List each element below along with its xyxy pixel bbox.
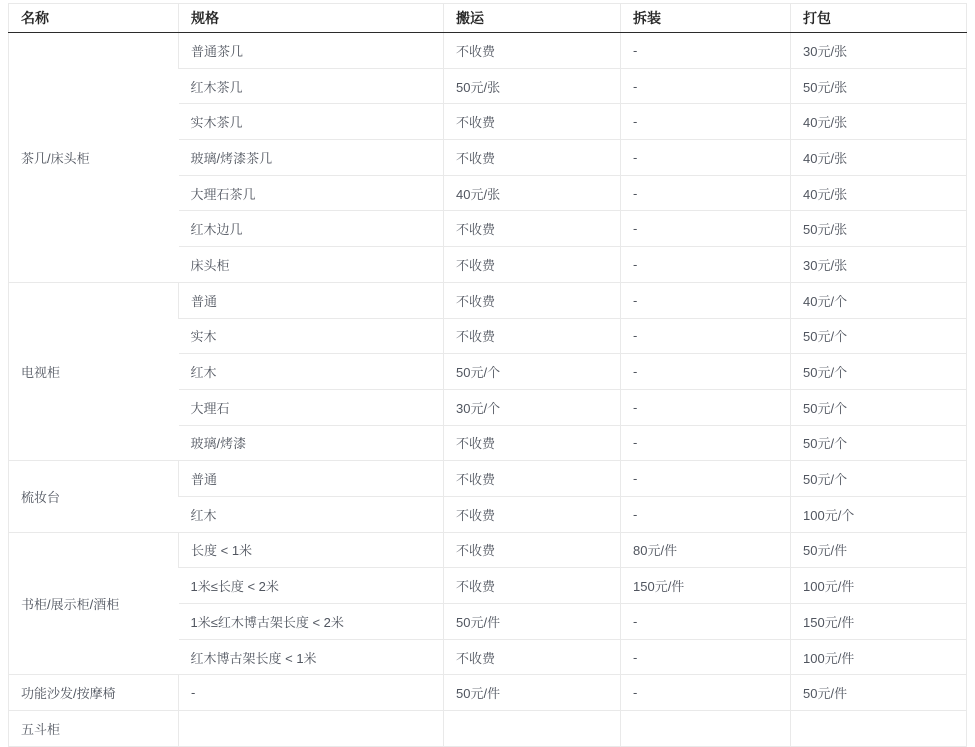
disassembly-fee-cell: -	[621, 68, 791, 104]
carry-fee-cell	[444, 711, 621, 747]
spec-cell: 红木	[179, 354, 444, 390]
disassembly-fee-cell: 80元/件	[621, 532, 791, 568]
packing-fee-cell: 30元/张	[791, 247, 967, 283]
disassembly-fee-cell: -	[621, 675, 791, 711]
spec-cell: 普通茶几	[179, 33, 444, 69]
spec-cell: 红木边几	[179, 211, 444, 247]
carry-fee-cell: 50元/件	[444, 675, 621, 711]
disassembly-fee-cell: 150元/件	[621, 568, 791, 604]
spec-cell: 大理石	[179, 389, 444, 425]
header-packing-fee: 打包	[791, 4, 967, 33]
carry-fee-cell: 50元/个	[444, 354, 621, 390]
disassembly-fee-cell: -	[621, 318, 791, 354]
disassembly-fee-cell: -	[621, 354, 791, 390]
category-cell: 书柜/展示柜/酒柜	[9, 532, 179, 675]
disassembly-fee-cell: -	[621, 33, 791, 69]
spec-cell: 1米≤长度 < 2米	[179, 568, 444, 604]
disassembly-fee-cell	[621, 711, 791, 747]
disassembly-fee-cell: -	[621, 461, 791, 497]
carry-fee-cell: 不收费	[444, 211, 621, 247]
spec-cell: -	[179, 675, 444, 711]
packing-fee-cell: 100元/件	[791, 639, 967, 675]
disassembly-fee-cell: -	[621, 604, 791, 640]
packing-fee-cell	[791, 711, 967, 747]
spec-cell: 红木博古架长度 < 1米	[179, 639, 444, 675]
spec-cell: 玻璃/烤漆	[179, 425, 444, 461]
packing-fee-cell: 50元/件	[791, 532, 967, 568]
carry-fee-cell: 不收费	[444, 318, 621, 354]
table-row	[9, 675, 967, 711]
carry-fee-cell: 不收费	[444, 104, 621, 140]
spec-cell: 实木茶几	[179, 104, 444, 140]
packing-fee-cell: 100元/个	[791, 496, 967, 532]
packing-fee-cell: 50元/个	[791, 425, 967, 461]
carry-fee-cell: 不收费	[444, 140, 621, 176]
spec-cell: 长度 < 1米	[179, 532, 444, 568]
price-table-header	[9, 4, 967, 33]
spec-cell: 普通	[179, 282, 444, 318]
header-row	[9, 4, 967, 33]
carry-fee-cell: 不收费	[444, 532, 621, 568]
carry-fee-cell: 不收费	[444, 33, 621, 69]
category-cell: 梳妆台	[9, 461, 179, 532]
disassembly-fee-cell: -	[621, 282, 791, 318]
packing-fee-cell: 50元/个	[791, 389, 967, 425]
spec-cell: 红木茶几	[179, 68, 444, 104]
carry-fee-cell: 不收费	[444, 247, 621, 283]
disassembly-fee-cell: -	[621, 175, 791, 211]
disassembly-fee-cell: -	[621, 496, 791, 532]
table-row	[9, 461, 967, 497]
disassembly-fee-cell: -	[621, 247, 791, 283]
page-viewport	[0, 3, 975, 737]
category-cell: 茶几/床头柜	[9, 33, 179, 283]
header-name: 名称	[9, 4, 179, 33]
table-row	[9, 711, 967, 747]
spec-cell: 红木	[179, 496, 444, 532]
spec-cell: 大理石茶几	[179, 175, 444, 211]
spec-cell: 普通	[179, 461, 444, 497]
carry-fee-cell: 50元/张	[444, 68, 621, 104]
furniture-price-table	[8, 3, 967, 747]
packing-fee-cell: 50元/个	[791, 318, 967, 354]
disassembly-fee-cell: -	[621, 425, 791, 461]
disassembly-fee-cell: -	[621, 211, 791, 247]
spec-cell: 玻璃/烤漆茶几	[179, 140, 444, 176]
carry-fee-cell: 不收费	[444, 639, 621, 675]
spec-cell: 床头柜	[179, 247, 444, 283]
packing-fee-cell: 150元/件	[791, 604, 967, 640]
packing-fee-cell: 40元/个	[791, 282, 967, 318]
table-row	[9, 532, 967, 568]
header-carry-fee: 搬运	[444, 4, 621, 33]
carry-fee-cell: 不收费	[444, 568, 621, 604]
packing-fee-cell: 40元/张	[791, 104, 967, 140]
disassembly-fee-cell: -	[621, 389, 791, 425]
carry-fee-cell: 不收费	[444, 461, 621, 497]
carry-fee-cell: 50元/件	[444, 604, 621, 640]
header-spec: 规格	[179, 4, 444, 33]
spec-cell	[179, 711, 444, 747]
packing-fee-cell: 50元/个	[791, 461, 967, 497]
category-cell: 五斗柜	[9, 711, 179, 747]
packing-fee-cell: 40元/张	[791, 175, 967, 211]
category-cell: 功能沙发/按摩椅	[9, 675, 179, 711]
carry-fee-cell: 40元/张	[444, 175, 621, 211]
packing-fee-cell: 100元/件	[791, 568, 967, 604]
category-cell: 电视柜	[9, 282, 179, 460]
carry-fee-cell: 30元/个	[444, 389, 621, 425]
packing-fee-cell: 50元/张	[791, 211, 967, 247]
carry-fee-cell: 不收费	[444, 425, 621, 461]
packing-fee-cell: 30元/张	[791, 33, 967, 69]
packing-fee-cell: 40元/张	[791, 140, 967, 176]
carry-fee-cell: 不收费	[444, 496, 621, 532]
spec-cell: 实木	[179, 318, 444, 354]
price-table-body	[9, 33, 967, 747]
table-row	[9, 282, 967, 318]
disassembly-fee-cell: -	[621, 639, 791, 675]
header-disassembly-fee: 拆装	[621, 4, 791, 33]
packing-fee-cell: 50元/张	[791, 68, 967, 104]
spec-cell: 1米≤红木博古架长度 < 2米	[179, 604, 444, 640]
packing-fee-cell: 50元/件	[791, 675, 967, 711]
carry-fee-cell: 不收费	[444, 282, 621, 318]
packing-fee-cell: 50元/个	[791, 354, 967, 390]
disassembly-fee-cell: -	[621, 104, 791, 140]
disassembly-fee-cell: -	[621, 140, 791, 176]
table-row	[9, 33, 967, 69]
